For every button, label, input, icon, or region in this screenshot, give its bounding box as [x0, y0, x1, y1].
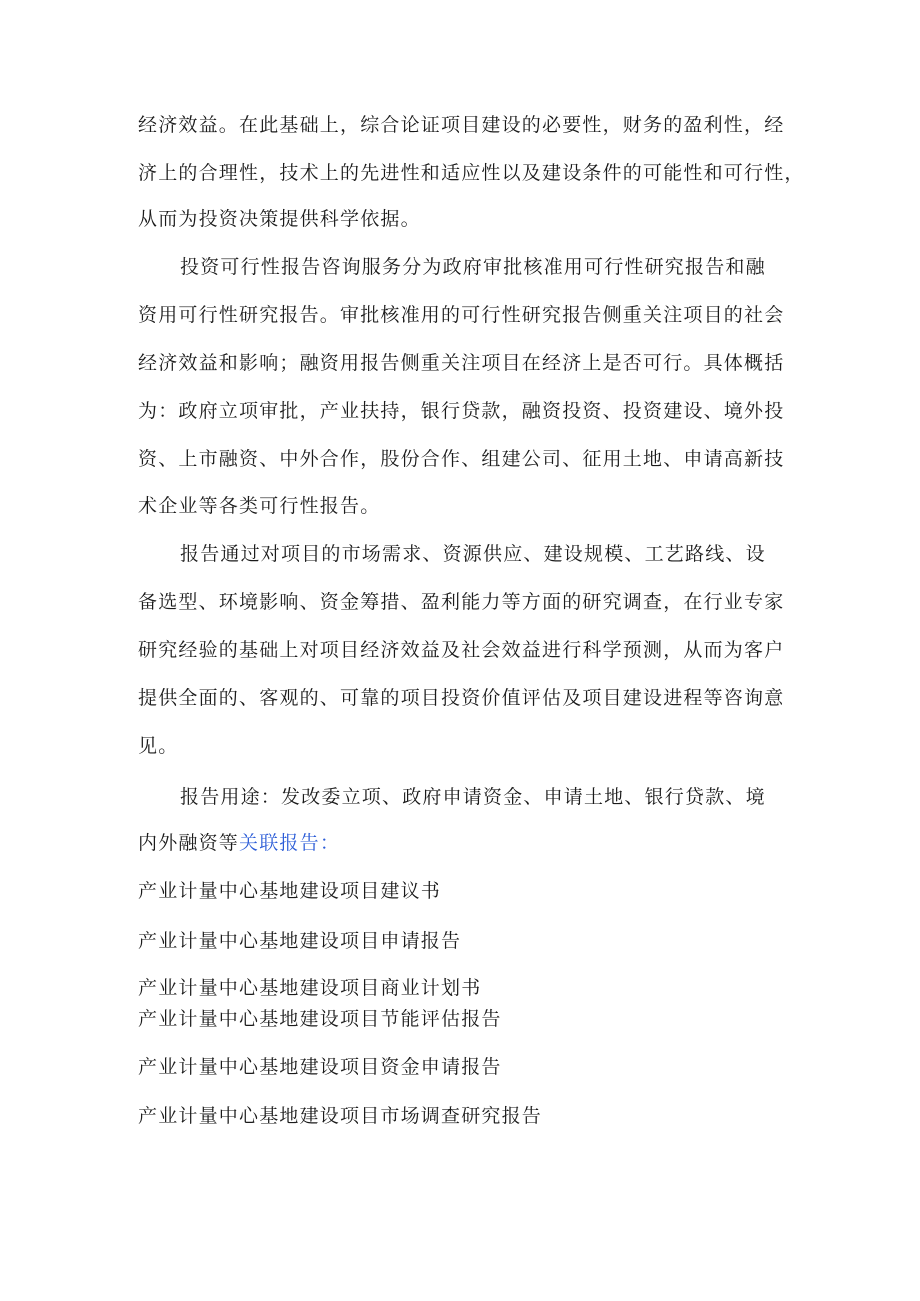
- paragraph-3-line-4: 提供全面的、客观的、可靠的项目投资价值评估及项目建设进程等咨询意: [138, 687, 785, 709]
- paragraph-2-line-1: 投资可行性报告咨询服务分为政府审批核准用可行性研究报告和融: [180, 256, 766, 278]
- paragraph-2-line-6: 术企业等各类可行性报告。: [138, 495, 381, 517]
- paragraph-3-line-3: 研究经验的基础上对项目经济效益及社会效益进行科学预测，从而为客户: [138, 639, 785, 661]
- paragraph-3-line-1: 报告通过对项目的市场需求、资源供应、建设规模、工艺路线、设: [180, 543, 766, 565]
- paragraph-2-line-4: 为：政府立项审批，产业扶持，银行贷款，融资投资、投资建设、境外投: [138, 400, 785, 422]
- paragraph-4-line-2: [138, 831, 340, 855]
- related-report-item[interactable]: 产业计量中心基地建设项目节能评估报告: [138, 1008, 502, 1030]
- paragraph-1-line-2: 济上的合理性，技术上的先进性和适应性以及建设条件的可能性和可行性，: [138, 162, 805, 184]
- paragraph-1-line-1: 经济效益。在此基础上，综合论证项目建设的必要性，财务的盈利性，经: [138, 114, 785, 136]
- paragraph-3-line-2: 备选型、环境影响、资金筹措、盈利能力等方面的研究调查，在行业专家: [138, 591, 785, 613]
- paragraph-2-line-2: 资用可行性研究报告。审批核准用的可行性研究报告侧重关注项目的社会: [138, 304, 785, 326]
- paragraph-4-line-2-text: 内外融资等: [138, 832, 240, 854]
- related-report-item[interactable]: 产业计量中心基地建设项目建议书: [138, 880, 442, 902]
- related-reports-link[interactable]: 关联报告：: [239, 832, 341, 854]
- paragraph-3-line-5: 见。: [138, 735, 179, 757]
- paragraph-2-line-3: 经济效益和影响；融资用报告侧重关注项目在经济上是否可行。具体概括: [138, 352, 785, 374]
- related-report-item[interactable]: 产业计量中心基地建设项目申请报告: [138, 930, 462, 952]
- related-report-item[interactable]: 产业计量中心基地建设项目商业计划书: [138, 977, 482, 999]
- paragraph-1-line-3: 从而为投资决策提供科学依据。: [138, 208, 421, 230]
- paragraph-2-line-5: 资、上市融资、中外合作，股份合作、组建公司、征用土地、申请高新技: [138, 448, 785, 470]
- paragraph-4-line-1: 报告用途：发改委立项、政府申请资金、申请土地、银行贷款、境: [180, 786, 766, 808]
- related-report-item[interactable]: 产业计量中心基地建设项目市场调查研究报告: [138, 1105, 543, 1127]
- related-report-item[interactable]: 产业计量中心基地建设项目资金申请报告: [138, 1056, 502, 1078]
